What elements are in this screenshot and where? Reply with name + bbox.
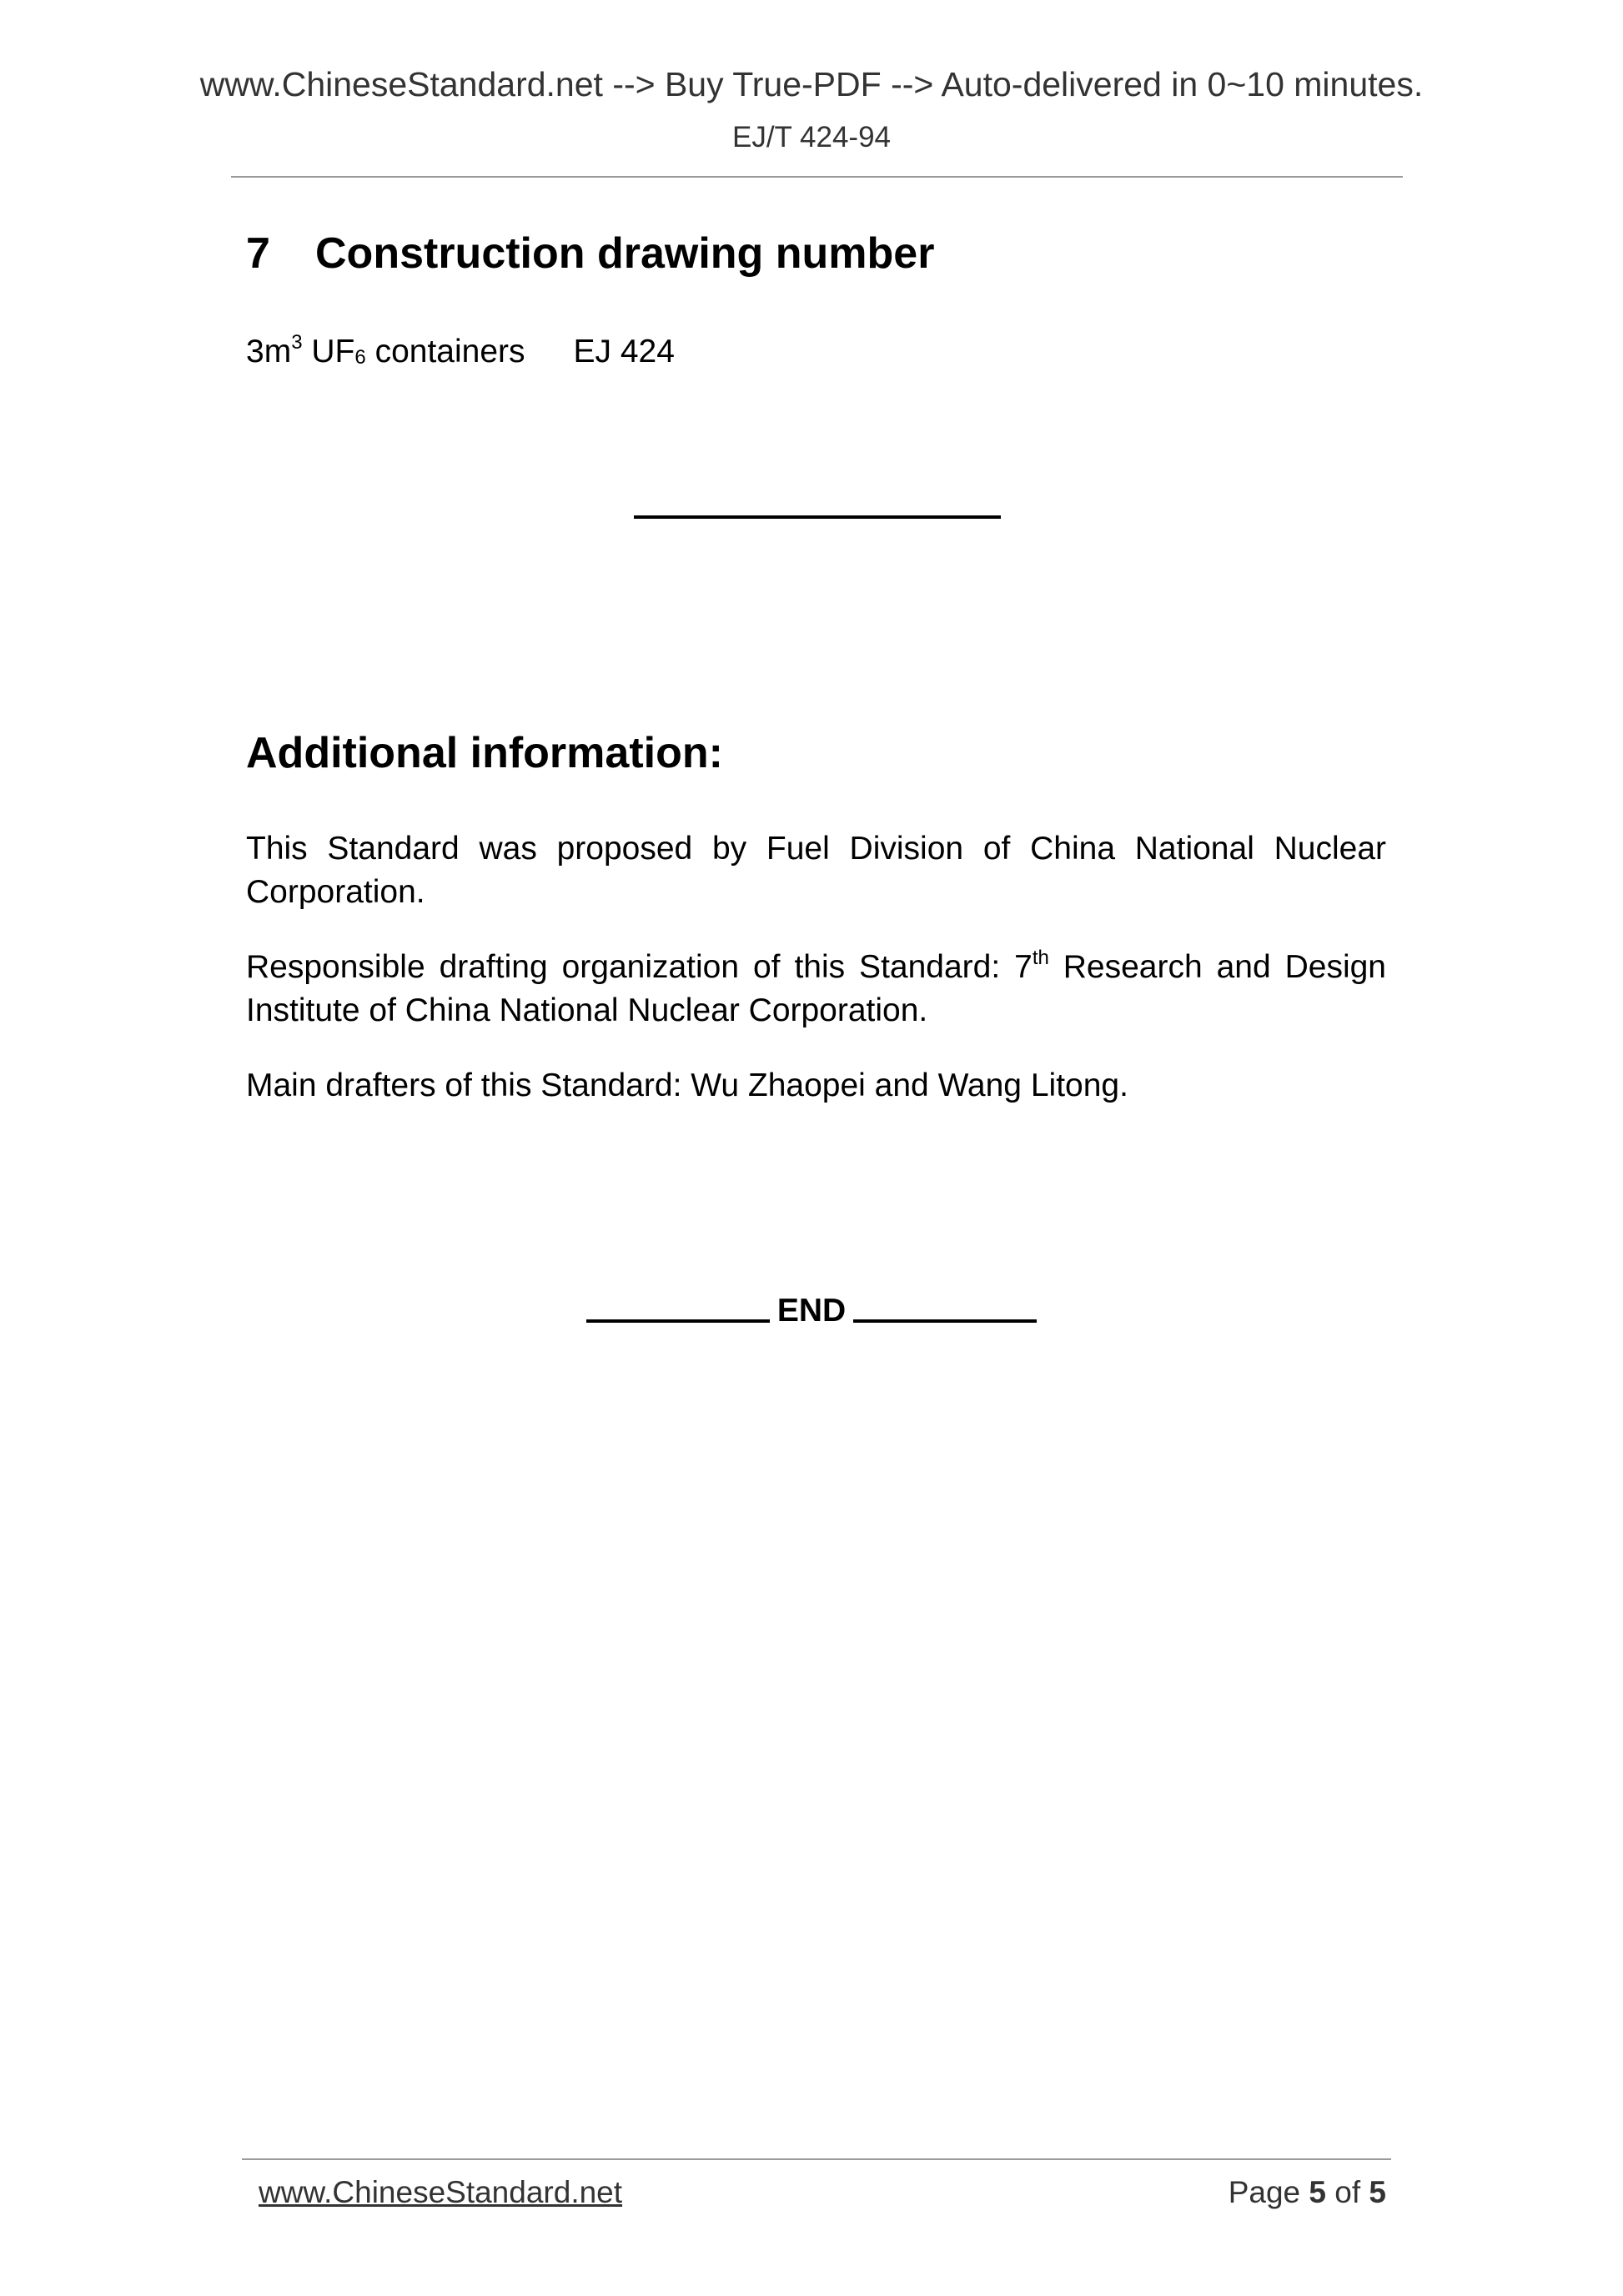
drafting-org-text-start: Responsible drafting organization of this Standard: 7: [246, 949, 1033, 985]
section-heading: [246, 229, 934, 279]
page-prefix: Page: [1228, 2175, 1309, 2209]
header-divider: [231, 176, 1403, 178]
current-page: 5: [1309, 2175, 1326, 2209]
proposer-paragraph: This Standard was proposed by Fuel Division of China National Nuclear Corporation.: [246, 831, 1386, 910]
drafting-org-paragraph: [246, 946, 1386, 1032]
document-code: EJ/T 424-94: [731, 121, 892, 153]
section-separator: [634, 515, 1001, 519]
section-title: Construction drawing number: [315, 229, 935, 278]
drafting-org-text-end: Research and Design Institute of China National Nuclear Corporation.: [246, 949, 1386, 1028]
drawing-code: EJ 424: [573, 334, 675, 369]
end-label: END: [776, 1293, 847, 1329]
container-gas: UF: [302, 334, 355, 369]
drafters-paragraph: Main drafters of this Standard: Wu Zhaopei and Wang Litong.: [246, 1068, 1128, 1103]
footer-divider: [242, 2158, 1391, 2160]
page-of: of: [1326, 2175, 1369, 2209]
top-banner[interactable]: www.ChineseStandard.net --> Buy True-PDF --> Auto-delivered in 0~10 minutes.: [199, 65, 1424, 103]
formula-subscript: 6: [354, 346, 366, 369]
total-pages: 5: [1369, 2175, 1386, 2209]
end-line-left: [586, 1319, 770, 1323]
container-label: containers: [365, 334, 525, 369]
footer-website-link[interactable]: www.ChineseStandard.net: [259, 2175, 623, 2209]
drawing-number-entry: [246, 331, 675, 370]
additional-info-heading: Additional information:: [246, 729, 723, 777]
volume-superscript: 3: [291, 331, 303, 354]
end-marker: [0, 1293, 1623, 1329]
section-number: 7: [246, 229, 270, 278]
page-indicator: [1229, 2175, 1386, 2210]
container-size: 3m: [246, 334, 292, 369]
end-line-right: [853, 1319, 1037, 1323]
ordinal-suffix: th: [1032, 947, 1049, 969]
